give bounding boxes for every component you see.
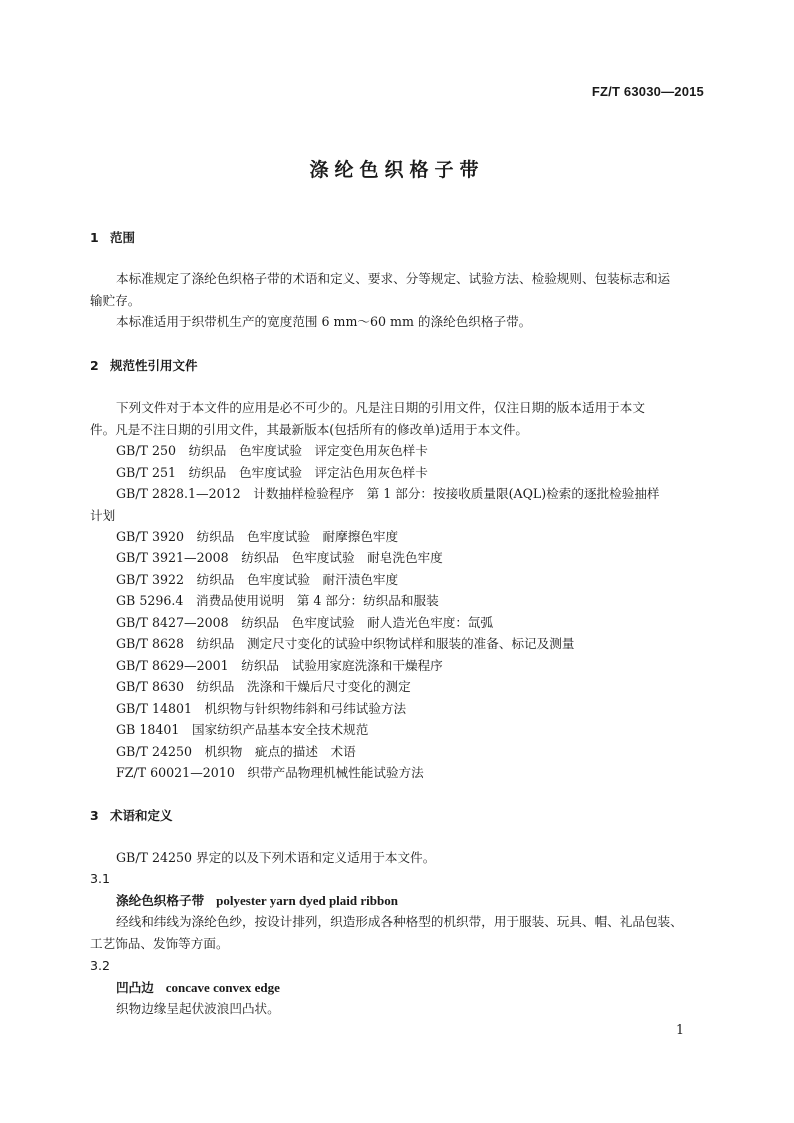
section-1-heading (90, 229, 135, 247)
reference-item: GB 18401 国家纺织产品基本安全技术规范 (116, 722, 369, 737)
term-zh: 涤纶色织格子带 (116, 893, 205, 908)
reference-item: GB/T 3922 纺织品 色牢度试验 耐汗渍色牢度 (116, 572, 399, 587)
paragraph-line: 输贮存。 (90, 293, 141, 308)
term-number: 3.1 (90, 871, 111, 886)
reference-item: GB/T 251 纺织品 色牢度试验 评定沾色用灰色样卡 (116, 465, 428, 480)
term-heading (116, 892, 398, 910)
reference-item-continuation: 计划 (90, 508, 116, 523)
section-title: 范围 (110, 230, 136, 245)
term-en: concave convex edge (165, 980, 280, 995)
paragraph-line: 件。凡是不注日期的引用文件，其最新版本(包括所有的修改单)适用于本文件。 (90, 422, 529, 437)
paragraph-line: 本标准规定了涤纶色织格子带的术语和定义、要求、分等规定、试验方法、检验规则、包装标志和运 (116, 271, 671, 286)
reference-item: GB/T 3920 纺织品 色牢度试验 耐摩擦色牢度 (116, 529, 399, 544)
definition-line: 织物边缘呈起伏波浪凹凸状。 (116, 1001, 280, 1016)
definition-line: 经线和纬线为涤纶色纱，按设计排列，织造形成各种格型的机织带，用于服装、玩具、帽、礼品包装、 (116, 914, 683, 929)
reference-item: GB/T 8427—2008 纺织品 色牢度试验 耐人造光色牢度：氙弧 (116, 615, 494, 630)
reference-item: GB/T 250 纺织品 色牢度试验 评定变色用灰色样卡 (116, 443, 428, 458)
page-number: 1 (675, 1022, 684, 1037)
section-3-heading (90, 807, 173, 825)
term-en: polyester yarn dyed plaid ribbon (216, 893, 398, 908)
standard-code: FZ/T 63030—2015 (591, 84, 704, 99)
reference-item: GB/T 14801 机织物与针织物纬斜和弓纬试验方法 (116, 701, 407, 716)
term-heading (116, 979, 280, 997)
reference-item: GB/T 8628 纺织品 测定尺寸变化的试验中织物试样和服装的准备、标记及测量 (116, 636, 575, 651)
reference-item: GB/T 2828.1—2012 计数抽样检验程序 第 1 部分：按接收质量限(AQL)检索的逐批检验抽样 (116, 486, 660, 501)
paragraph-line: 下列文件对于本文件的应用是必不可少的。凡是注日期的引用文件，仅注日期的版本适用于本文 (116, 400, 645, 415)
section-number: 3 (90, 808, 99, 823)
term-number: 3.2 (90, 958, 111, 973)
reference-item: GB/T 24250 机织物 疵点的描述 术语 (116, 744, 356, 759)
section-2-heading (90, 357, 198, 375)
definition-line: 工艺饰品、发饰等方面。 (90, 936, 229, 951)
document-title: 涤纶色织格子带 (309, 159, 485, 181)
paragraph-line: GB/T 24250 界定的以及下列术语和定义适用于本文件。 (116, 850, 436, 865)
section-title: 规范性引用文件 (110, 358, 198, 373)
term-zh: 凹凸边 (116, 980, 154, 995)
reference-item: GB 5296.4 消费品使用说明 第 4 部分：纺织品和服装 (116, 593, 439, 608)
reference-item: GB/T 8629—2001 纺织品 试验用家庭洗涤和干燥程序 (116, 658, 443, 673)
section-number: 2 (90, 358, 99, 373)
reference-item: GB/T 8630 纺织品 洗涤和干燥后尺寸变化的测定 (116, 679, 411, 694)
section-title: 术语和定义 (110, 808, 173, 823)
paragraph-line: 本标准适用于织带机生产的宽度范围 6 mm～60 mm 的涤纶色织格子带。 (116, 314, 532, 329)
section-number: 1 (90, 230, 99, 245)
reference-item: GB/T 3921—2008 纺织品 色牢度试验 耐皂洗色牢度 (116, 550, 443, 565)
reference-item: FZ/T 60021—2010 织带产品物理机械性能试验方法 (116, 765, 424, 780)
